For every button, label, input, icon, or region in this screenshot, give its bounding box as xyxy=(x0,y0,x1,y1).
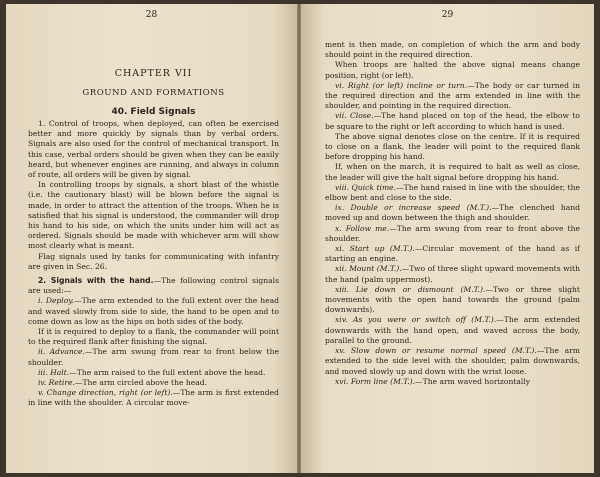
paragraph xyxy=(325,60,580,80)
item-text: —The body or car turned in the required direction and the arm extended in line with the shoulder, and pointing in the required direction. xyxy=(325,80,580,111)
list-item xyxy=(325,285,580,316)
item-label: xii. Mount (M.T.). xyxy=(335,264,402,274)
item-text: —The arm raised to the full extent above the head. xyxy=(69,367,266,377)
chapter-heading: CHAPTER VII xyxy=(114,68,193,79)
paragraph xyxy=(325,132,580,163)
item-label: ix. Double or increase speed (M.T.). xyxy=(335,203,492,213)
item-label: xvi. Form line (M.T.). xyxy=(335,376,416,386)
paragraph-2-lead: 2. Signals with the hand. xyxy=(38,276,154,286)
item-label: iii. Halt. xyxy=(38,367,70,377)
item-label: v. Change direction, right (or left). xyxy=(38,388,173,398)
list-item xyxy=(325,264,580,284)
list-item xyxy=(325,183,580,203)
item-text: —Two or three slight movements with the open hand towards the ground (palm downwards). xyxy=(325,284,580,315)
subheading: 40. Field Signals xyxy=(111,107,196,117)
item-text: —The arm extended to the side level with the shoulder, palm downwards, and moved slowly up and down with the wrist loose. xyxy=(325,346,581,376)
item-label: xv. Slow down or resume normal speed (M.T.). xyxy=(335,346,537,356)
item-text: —The hand raised in line with the shoulder, the elbow bent and close to the side. xyxy=(325,182,580,203)
paragraph xyxy=(325,40,580,60)
item-text: —The arm extended to the full extent over the head and waved slowly from side to side, the hand to be open and to come down as low as the hips on both sides of the body. xyxy=(28,296,279,326)
paragraph-2 xyxy=(28,276,279,296)
paragraph-2-rest: —The following control signals are used:— xyxy=(28,276,279,296)
paragraph: In controlling troops by signals, a short blast of the whistle (i.e. the cautionary blast) will be blown before the signal is made, in order to attract the attention of the troops. When he is satisfied that his signal is understood, the commander will drop his hand to his side, on which the units under him will act as ordered. Signals should be made with whichever arm will show most clearly what is meant. xyxy=(28,180,279,251)
item-label: viii. Quick time. xyxy=(335,182,397,192)
item-text: —The arm waved horizontally xyxy=(415,376,531,386)
item-text: —The arm is first extended in line with the shoulder. A circular move- xyxy=(28,388,279,408)
list-item xyxy=(325,377,580,387)
item-label: xiv. As you were or switch off (M.T.). xyxy=(335,315,497,325)
item-text: —Circular movement of the hand as if starting an engine. xyxy=(325,244,580,264)
item-text: —The arm circled above the head. xyxy=(74,378,208,388)
list-item xyxy=(28,327,279,347)
item-label: xi. Start up (M.T.). xyxy=(335,244,415,254)
item-text: ment is then made, on completion of which the arm and body should point in the required direction. xyxy=(325,40,580,60)
item-text: If, when on the march, it is required to halt as well as close, the leader will give the halt signal before dropping his hand. xyxy=(325,162,580,182)
section-title: GROUND AND FORMATIONS xyxy=(82,88,225,98)
list-item xyxy=(325,203,580,223)
item-label: vi. Right (or left) incline or turn. xyxy=(335,80,468,90)
list-item xyxy=(325,346,580,377)
list-item xyxy=(28,378,279,388)
item-label: xiii. Lie down or dismount (M.T.). xyxy=(335,284,486,294)
paragraph xyxy=(325,162,580,182)
list-item xyxy=(325,224,580,244)
page-number-right: 29 xyxy=(441,10,454,20)
item-text: —The arm extended downwards with the hand open, and waved across the body, parallel to the ground. xyxy=(325,315,580,345)
list-item xyxy=(325,111,580,131)
item-text: —The arm swung from rear to front above the shoulder. xyxy=(325,223,580,243)
item-label: vii. Close. xyxy=(335,111,374,121)
item-text: —The hand placed on top of the head, the elbow to be square to the right or left according to which hand is used. xyxy=(325,111,580,131)
list-item xyxy=(28,388,279,408)
paragraph: 1. Control of troops, when deployed, can often be exercised better and more quickly by signals than by verbal orders. Signals are also used for the control of mechanical transport. In this case, verbal orders should be given when they can be easily heard, but whenever engines are running, and always in column of route, all orders will be given by signal. xyxy=(28,119,279,180)
item-label: i. Deploy. xyxy=(38,296,74,306)
item-text: —The arm swung from rear to front below the shoulder. xyxy=(28,347,279,367)
item-label: x. Follow me. xyxy=(335,223,390,233)
list-item xyxy=(325,315,580,346)
paragraph: Flag signals used by tanks for communicating with infantry are given in Sec. 26. xyxy=(28,251,279,271)
list-item xyxy=(325,81,580,112)
item-text: If it is required to deploy to a flank, the commander will point to the required flank after finishing the signal. xyxy=(28,327,279,347)
item-text: —The clenched hand moved up and down between the thigh and shoulder. xyxy=(325,203,581,223)
item-text: —Two of three slight upward movements with the hand (palm uppermost). xyxy=(325,264,580,284)
item-label: iv. Retire. xyxy=(38,378,75,388)
list-item xyxy=(325,244,580,264)
list-item xyxy=(28,368,279,378)
left-page xyxy=(6,4,297,473)
right-page xyxy=(301,4,594,473)
page-number-left: 28 xyxy=(145,10,158,20)
list-item xyxy=(28,296,279,327)
item-text: The above signal denotes close on the centre. If it is required to close on a flank, the leader will point to the required flank before dropping his hand. xyxy=(325,131,580,162)
list-item xyxy=(28,347,279,367)
item-text: When troops are halted the above signal means change position, right (or left). xyxy=(325,60,580,80)
item-label: ii. Advance. xyxy=(38,347,85,357)
